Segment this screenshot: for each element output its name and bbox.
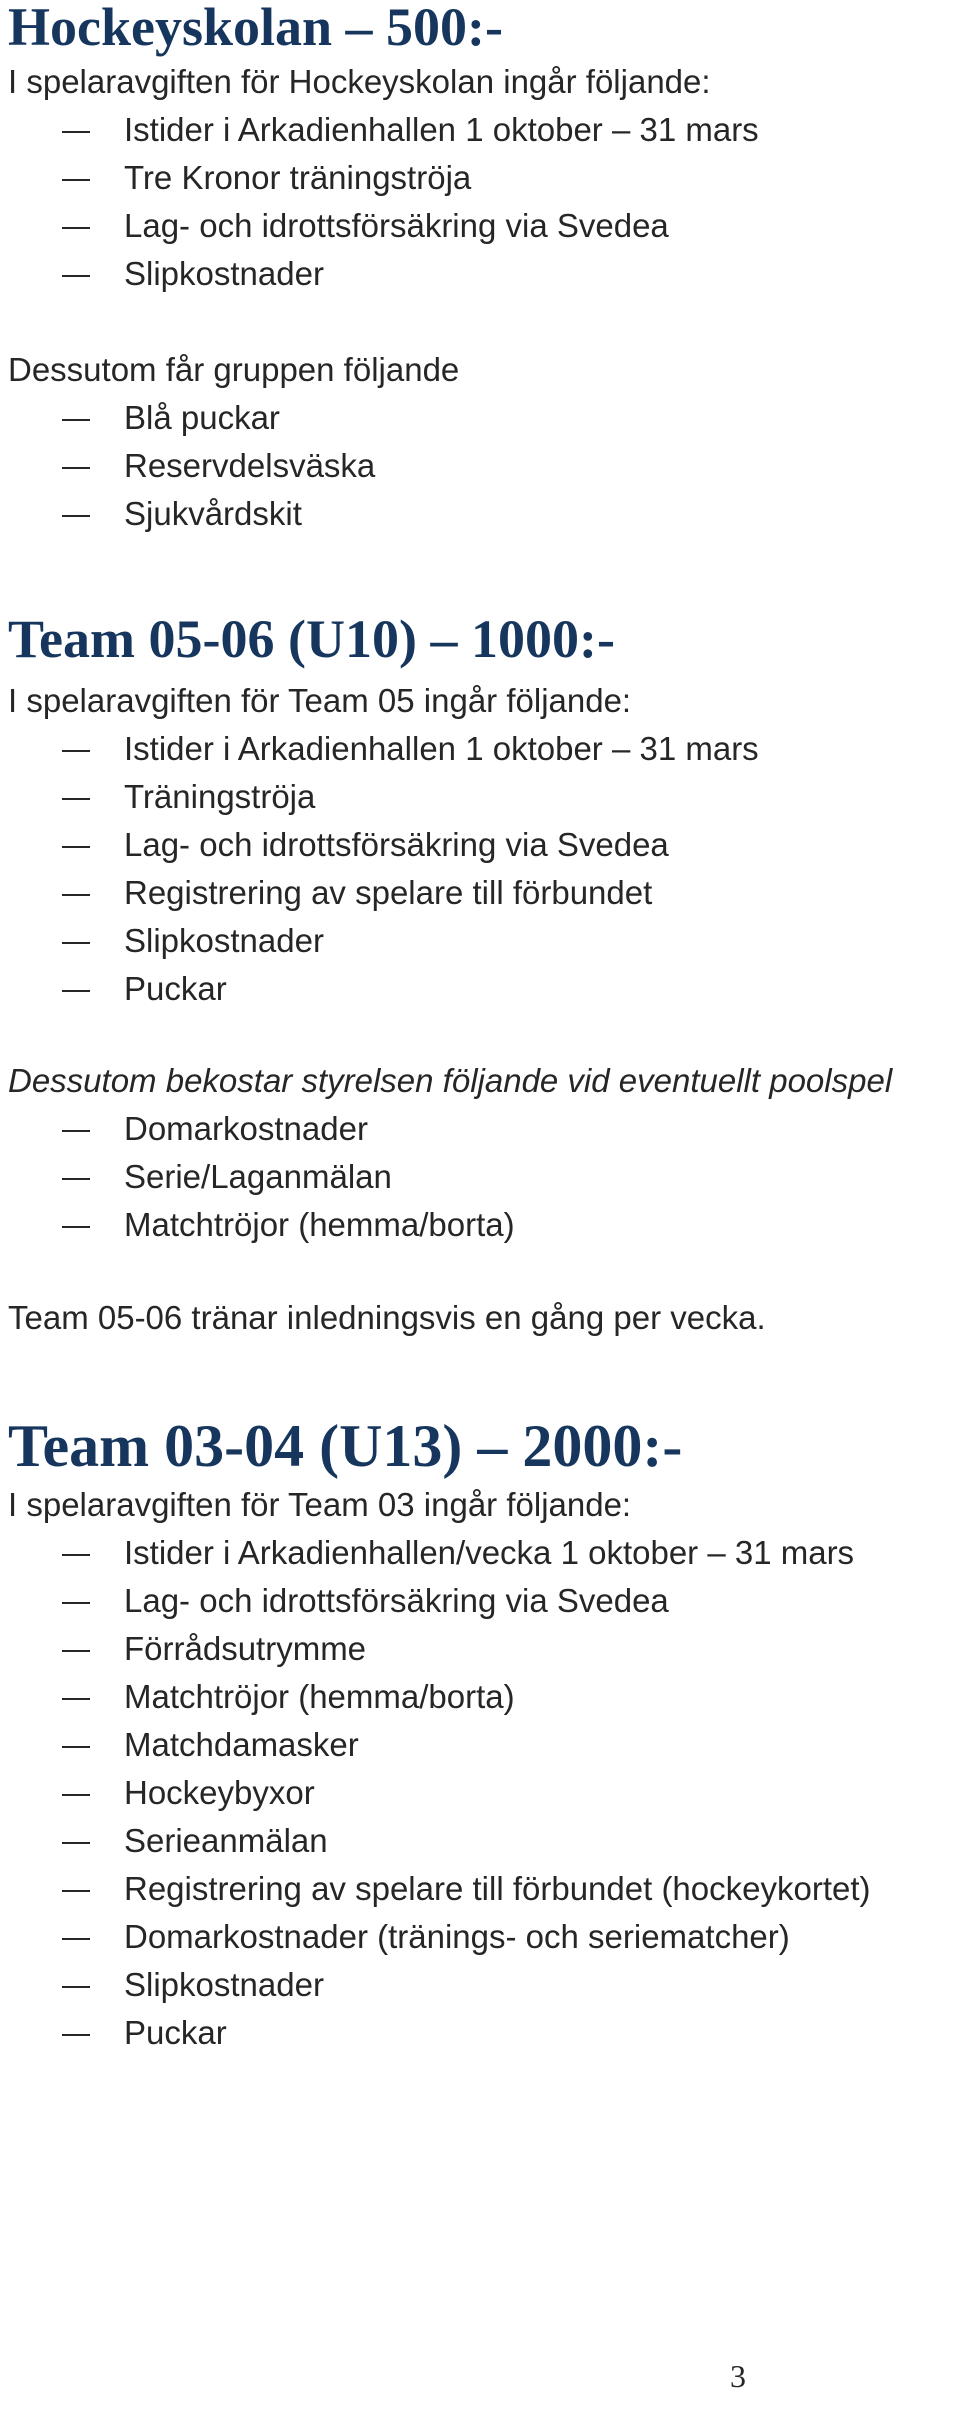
dash-bullet bbox=[62, 227, 90, 229]
dash-bullet bbox=[62, 131, 90, 133]
dash-bullet bbox=[62, 1794, 90, 1796]
section-heading: Team 03-04 (U13) – 2000:- bbox=[8, 1413, 683, 1479]
list-item bbox=[8, 1865, 952, 1913]
list-item-text: Slipkostnader bbox=[124, 922, 324, 959]
dash-bullet bbox=[62, 894, 90, 896]
list-item-text: Reservdelsväska bbox=[124, 447, 376, 484]
section-team-05-06 bbox=[8, 607, 952, 1342]
extra-intro: Dessutom får gruppen följande bbox=[8, 351, 460, 388]
list-item-text: Registrering av spelare till förbundet bbox=[124, 874, 653, 911]
list-item bbox=[8, 394, 952, 442]
dash-bullet bbox=[62, 846, 90, 848]
list-item bbox=[8, 250, 952, 298]
list-item bbox=[8, 442, 952, 490]
section-intro: I spelaravgiften för Team 05 ingår följande: bbox=[8, 682, 632, 719]
list-item-text: Puckar bbox=[124, 2014, 227, 2051]
list-item bbox=[8, 773, 952, 821]
dash-bullet bbox=[62, 1226, 90, 1228]
list-item bbox=[8, 1105, 952, 1153]
dash-bullet bbox=[62, 1130, 90, 1132]
list-item bbox=[8, 106, 952, 154]
list-item-text: Lag- och idrottsförsäkring via Svedea bbox=[124, 826, 669, 863]
section-heading: Team 05-06 (U10) – 1000:- bbox=[8, 609, 615, 669]
list-item-text: Istider i Arkadienhallen/vecka 1 oktober – 31 mars bbox=[124, 1534, 855, 1571]
included-list bbox=[8, 106, 952, 298]
dash-bullet bbox=[62, 750, 90, 752]
dash-bullet bbox=[62, 990, 90, 992]
training-note: Team 05-06 tränar inledningsvis en gång per vecka. bbox=[8, 1299, 766, 1336]
dash-bullet bbox=[62, 1986, 90, 1988]
list-item-text: Lag- och idrottsförsäkring via Svedea bbox=[124, 1582, 669, 1619]
list-item bbox=[8, 1673, 952, 1721]
list-item-text: Matchdamasker bbox=[124, 1726, 359, 1763]
list-item-text: Istider i Arkadienhallen 1 oktober – 31 mars bbox=[124, 730, 759, 767]
list-item-text: Registrering av spelare till förbundet (hockeykortet) bbox=[124, 1870, 871, 1907]
list-item bbox=[8, 725, 952, 773]
dash-bullet bbox=[62, 942, 90, 944]
list-item-text: Sjukvårdskit bbox=[124, 495, 302, 532]
list-item bbox=[8, 1961, 952, 2009]
dash-bullet bbox=[62, 1890, 90, 1892]
list-item-text: Domarkostnader (tränings- och seriematcher) bbox=[124, 1918, 790, 1955]
list-item bbox=[8, 965, 952, 1013]
list-item-text: Blå puckar bbox=[124, 399, 280, 436]
list-item bbox=[8, 821, 952, 869]
list-item-text: Istider i Arkadienhallen 1 oktober – 31 mars bbox=[124, 111, 759, 148]
dash-bullet bbox=[62, 1650, 90, 1652]
list-item-text: Hockeybyxor bbox=[124, 1774, 315, 1811]
list-item-text: Puckar bbox=[124, 970, 227, 1007]
dash-bullet bbox=[62, 515, 90, 517]
list-item-text: Träningströja bbox=[124, 778, 316, 815]
list-item-text: Lag- och idrottsförsäkring via Svedea bbox=[124, 207, 669, 244]
list-item bbox=[8, 1153, 952, 1201]
included-list bbox=[8, 1529, 952, 2057]
dash-bullet bbox=[62, 1746, 90, 1748]
list-item-text: Serie/Laganmälan bbox=[124, 1158, 392, 1195]
list-item-text: Förrådsutrymme bbox=[124, 1630, 367, 1667]
list-item bbox=[8, 1817, 952, 1865]
list-item bbox=[8, 2009, 952, 2057]
section-intro: I spelaravgiften för Team 03 ingår följande: bbox=[8, 1486, 632, 1523]
extra-list bbox=[8, 1105, 952, 1249]
list-item bbox=[8, 917, 952, 965]
section-hockeyskolan bbox=[8, 0, 952, 538]
dash-bullet bbox=[62, 275, 90, 277]
dash-bullet bbox=[62, 179, 90, 181]
list-item bbox=[8, 1721, 952, 1769]
list-item bbox=[8, 1769, 952, 1817]
dash-bullet bbox=[62, 1554, 90, 1556]
dash-bullet bbox=[62, 1938, 90, 1940]
list-item-text: Matchtröjor (hemma/borta) bbox=[124, 1206, 515, 1243]
list-item bbox=[8, 869, 952, 917]
dash-bullet bbox=[62, 1602, 90, 1604]
list-item bbox=[8, 1529, 952, 1577]
list-item-text: Serieanmälan bbox=[124, 1822, 328, 1859]
list-item bbox=[8, 202, 952, 250]
extra-list bbox=[8, 394, 952, 538]
page-number: 3 bbox=[730, 2358, 746, 2394]
list-item bbox=[8, 1625, 952, 1673]
list-item bbox=[8, 490, 952, 538]
section-team-03-04 bbox=[8, 1413, 952, 2057]
section-intro: I spelaravgiften för Hockeyskolan ingår följande: bbox=[8, 63, 711, 100]
included-list bbox=[8, 725, 952, 1013]
list-item-text: Slipkostnader bbox=[124, 1966, 324, 2003]
dash-bullet bbox=[62, 467, 90, 469]
list-item bbox=[8, 1201, 952, 1249]
dash-bullet bbox=[62, 419, 90, 421]
dash-bullet bbox=[62, 1842, 90, 1844]
list-item-text: Slipkostnader bbox=[124, 255, 324, 292]
list-item bbox=[8, 1577, 952, 1625]
dash-bullet bbox=[62, 1698, 90, 1700]
section-heading: Hockeyskolan – 500:- bbox=[8, 0, 504, 57]
list-item bbox=[8, 1913, 952, 1961]
list-item-text: Matchtröjor (hemma/borta) bbox=[124, 1678, 515, 1715]
extra-intro: Dessutom bekostar styrelsen följande vid eventuellt poolspel bbox=[8, 1062, 893, 1099]
dash-bullet bbox=[62, 1178, 90, 1180]
list-item bbox=[8, 154, 952, 202]
list-item-text: Domarkostnader bbox=[124, 1110, 368, 1147]
dash-bullet bbox=[62, 2034, 90, 2036]
list-item-text: Tre Kronor träningströja bbox=[124, 159, 472, 196]
dash-bullet bbox=[62, 798, 90, 800]
